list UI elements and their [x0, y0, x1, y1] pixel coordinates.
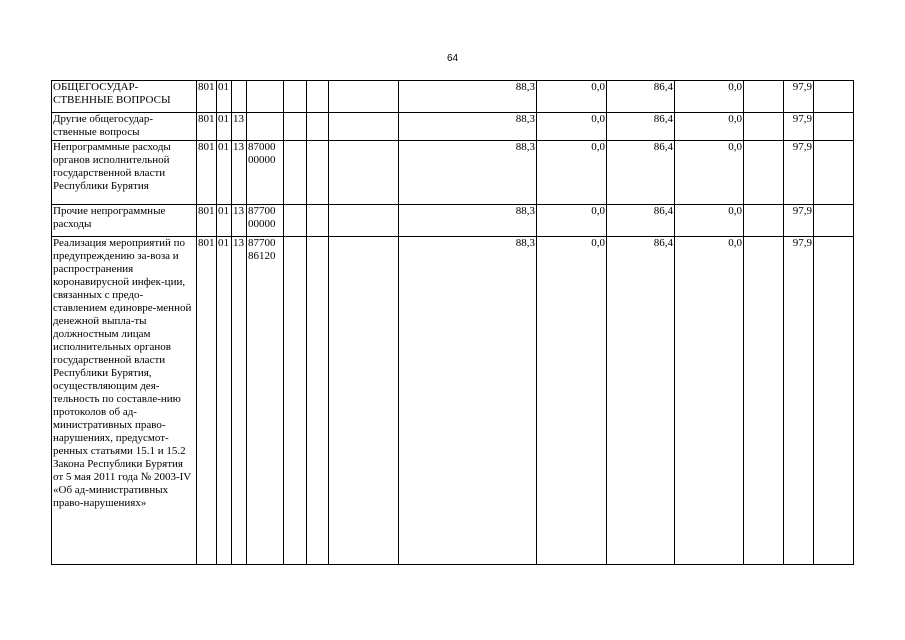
ministry-code: 801 [197, 113, 217, 141]
value-cell: 0,0 [675, 113, 744, 141]
table-row [52, 141, 854, 205]
empty-cell [307, 237, 329, 565]
budget-table [51, 80, 854, 565]
target-article-code [247, 113, 284, 141]
value-cell: 0,0 [675, 205, 744, 237]
empty-cell [744, 205, 784, 237]
value-cell: 86,4 [607, 205, 675, 237]
value-cell: 88,3 [399, 81, 537, 113]
empty-cell [814, 141, 854, 205]
value-cell: 97,9 [784, 141, 814, 205]
subsection-code: 13 [232, 141, 247, 205]
row-name: Другие общегосудар-ственные вопросы [52, 113, 197, 141]
ministry-code: 801 [197, 81, 217, 113]
section-code: 01 [217, 205, 232, 237]
value-cell: 0,0 [537, 205, 607, 237]
empty-cell [744, 113, 784, 141]
value-cell: 88,3 [399, 205, 537, 237]
row-name: Прочие непрограммные расходы [52, 205, 197, 237]
empty-cell [329, 237, 399, 565]
ministry-code: 801 [197, 237, 217, 565]
value-cell: 97,9 [784, 205, 814, 237]
empty-cell [307, 81, 329, 113]
section-code: 01 [217, 237, 232, 565]
empty-cell [744, 237, 784, 565]
value-cell: 97,9 [784, 237, 814, 565]
value-cell: 86,4 [607, 81, 675, 113]
ministry-code: 801 [197, 141, 217, 205]
subsection-code: 13 [232, 205, 247, 237]
row-name: Непрограммные расходы органов исполнительной государственной власти Республики Бурятия [52, 141, 197, 205]
empty-cell [814, 205, 854, 237]
table-row [52, 205, 854, 237]
value-cell: 88,3 [399, 141, 537, 205]
empty-cell [329, 141, 399, 205]
target-article-code [247, 81, 284, 113]
value-cell: 0,0 [675, 141, 744, 205]
value-cell: 0,0 [537, 113, 607, 141]
expense-type-code [284, 141, 307, 205]
empty-cell [329, 113, 399, 141]
empty-cell [307, 205, 329, 237]
target-article-code: 87000 00000 [247, 141, 284, 205]
empty-cell [814, 113, 854, 141]
empty-cell [329, 81, 399, 113]
value-cell: 86,4 [607, 113, 675, 141]
expense-type-code [284, 113, 307, 141]
value-cell: 0,0 [675, 81, 744, 113]
target-article-code: 87700 86120 [247, 237, 284, 565]
section-code: 01 [217, 113, 232, 141]
value-cell: 88,3 [399, 113, 537, 141]
empty-cell [814, 237, 854, 565]
empty-cell [744, 81, 784, 113]
row-name: Реализация мероприятий по предупреждению за-воза и распространения коронавирусной инфек-ции, связанных с предо-ставлением единовре-менной денежной выпла-ты должностным лицам исполнительных органов государственной власти Республики Бурятия, осуществляющим дея-тельность по составле-нию протоколов об ад-министративных право-нарушениях, предусмот-ренных статьями 15.1 и 15.2 Закона Республики Бурятия от 5 мая 2011 года № 2003-IV «Об ад-министративных право-нарушениях» [52, 237, 197, 565]
subsection-code: 13 [232, 113, 247, 141]
subsection-code [232, 81, 247, 113]
value-cell: 0,0 [675, 237, 744, 565]
section-code: 01 [217, 81, 232, 113]
expense-type-code [284, 205, 307, 237]
value-cell: 97,9 [784, 113, 814, 141]
section-code: 01 [217, 141, 232, 205]
value-cell: 86,4 [607, 237, 675, 565]
value-cell: 86,4 [607, 141, 675, 205]
empty-cell [307, 113, 329, 141]
value-cell: 0,0 [537, 81, 607, 113]
ministry-code: 801 [197, 205, 217, 237]
value-cell: 88,3 [399, 237, 537, 565]
table-row [52, 113, 854, 141]
page-number: 64 [446, 53, 459, 64]
value-cell: 97,9 [784, 81, 814, 113]
empty-cell [744, 141, 784, 205]
table-row [52, 81, 854, 113]
expense-type-code [284, 81, 307, 113]
subsection-code: 13 [232, 237, 247, 565]
value-cell: 0,0 [537, 237, 607, 565]
empty-cell [329, 205, 399, 237]
row-name: ОБЩЕГОСУДАР-СТВЕННЫЕ ВОПРОСЫ [52, 81, 197, 113]
target-article-code: 87700 00000 [247, 205, 284, 237]
empty-cell [814, 81, 854, 113]
empty-cell [307, 141, 329, 205]
table-row [52, 237, 854, 565]
expense-type-code [284, 237, 307, 565]
value-cell: 0,0 [537, 141, 607, 205]
